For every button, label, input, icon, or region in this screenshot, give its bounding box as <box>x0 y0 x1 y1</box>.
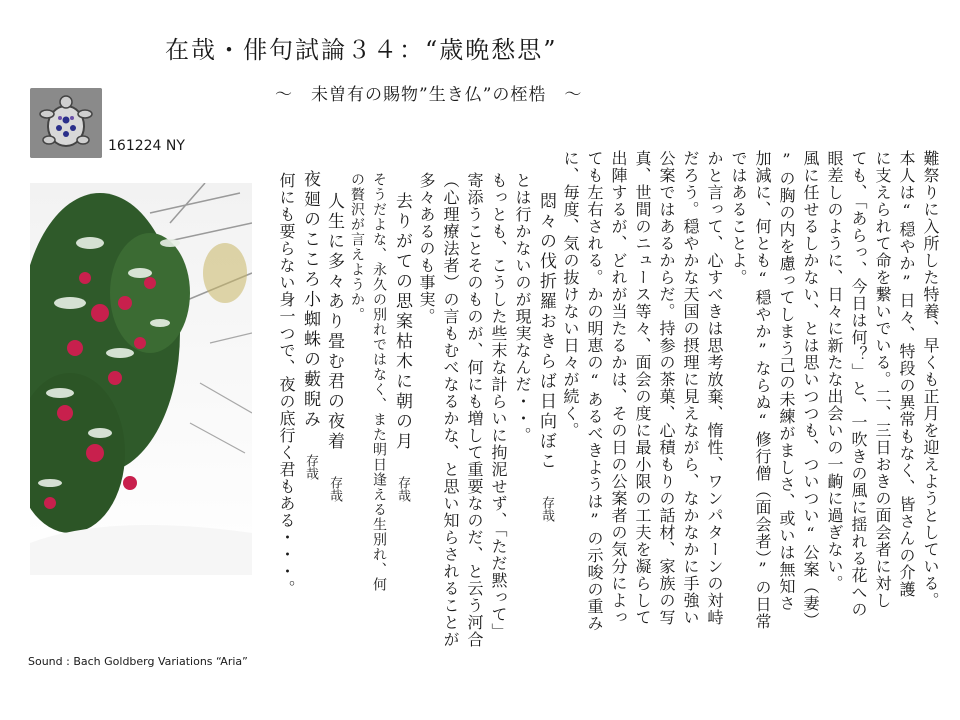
haiku-text: 去りがての思案枯木に朝の月 <box>392 192 412 452</box>
text-line: ではあることよ。 <box>729 150 748 286</box>
haiku-1 <box>534 172 558 680</box>
haiku-text: 夜廻のこころ小蜘蛛の藪睨み <box>300 170 320 430</box>
text-line: に支えられて命を繋いでいる。二、三日おきの面会者に対し <box>873 150 892 609</box>
text-line: ても、「あらっ、今日は何？」と、一吹きの風に揺れる花への <box>849 150 868 618</box>
haiku-author: 存哉 <box>395 476 410 502</box>
date-code: 161224 NY <box>108 138 185 154</box>
text-line: 多々あるのも事実。 <box>417 172 436 325</box>
text-line: そうだよな、永久の別れではなく、また明日逢える生別れ、何 <box>371 172 387 592</box>
text-line: ”の胸の内を慮ってしまう己の未練がましさ、或いは無知さ <box>777 150 796 612</box>
text-line: かと言って、心すべきは思考放棄、惰性、ワンパターンの対峙 <box>705 150 724 626</box>
paragraph-3 <box>414 172 534 680</box>
text-line: （心理療法者）の言もむべなるかな、と思い知らされることが <box>441 172 460 648</box>
text-line: 風に任せるしかない、とは思いつつも、ついつい“公案（妻） <box>801 150 820 629</box>
text-line: 寄添うことそのものが、何にも増して重要なのだ、と云う河合 <box>465 172 484 648</box>
haiku-author: 存哉 <box>327 476 342 502</box>
paragraph-2 <box>558 150 726 680</box>
haiku-author: 存哉 <box>539 496 554 522</box>
text-line: だろう。穏やかな天国の摂理に見えながら、なかなかに手強い <box>681 150 700 626</box>
text-line: とは行かないのが現実なんだ・・。 <box>513 172 532 444</box>
paragraph-4 <box>346 172 390 680</box>
haiku-text: 人生に多々あり畳む君の夜着 <box>324 192 344 452</box>
haiku-3 <box>322 172 346 680</box>
haiku-2 <box>390 172 414 680</box>
closing-line: 何にも要らない身一つで、夜の底行く君もある・・・。 <box>277 172 296 597</box>
text-line: 難祭りに入所した特養、早くも正月を迎えようとしている。 <box>921 150 940 609</box>
text-line: 本人は“穏やか”日々、特段の異常もなく、皆さんの介護 <box>897 150 916 598</box>
text-line: 公案ではあるからだ。持参の茶菓、心積もりの話材、家族の写 <box>657 150 676 626</box>
text-line: 真、世間のニュース等々、面会の度に最小限の工夫を凝らして <box>633 150 652 626</box>
haiku-4 <box>298 150 322 680</box>
turtle-brooch-image <box>30 88 102 158</box>
haiku-author: 存哉 <box>303 454 318 480</box>
sound-credit: Sound : Bach Goldberg Variations “Aria” <box>28 655 248 668</box>
text-line: の贅沢が言えようか。 <box>349 172 365 322</box>
paragraph-1 <box>726 150 942 680</box>
snow-camellia-photo <box>30 183 252 575</box>
text-line: 眼差しのように、日々に新たな出会いの一齣に過ぎない。 <box>825 150 844 592</box>
page-subtitle: ～ 未曽有の賜物”生き仏”の桎梏 ～ <box>275 85 583 105</box>
text-line: に、毎度、気の抜けない日々が続く。 <box>561 150 580 439</box>
text-line: もっとも、こうした些末な計らいに拘泥せず、「ただ黙って」 <box>489 172 508 640</box>
essay-body <box>270 150 942 680</box>
page-title: 在哉・俳句試論３４：“歳晩愁思” <box>165 36 558 64</box>
text-line: 出陣するが、どれが当たるかは、その日の公案者の気分によっ <box>609 150 628 626</box>
text-line: ても左右される。かの明恵の“あるべきようは”の示唆の重み <box>585 150 604 632</box>
text-line: 加減に、何とも“穏やか”ならぬ“修行僧（面会者）”の日常 <box>753 150 772 630</box>
haiku-text: 悶々の伐折羅おきらば日向ぼこ <box>536 192 556 472</box>
